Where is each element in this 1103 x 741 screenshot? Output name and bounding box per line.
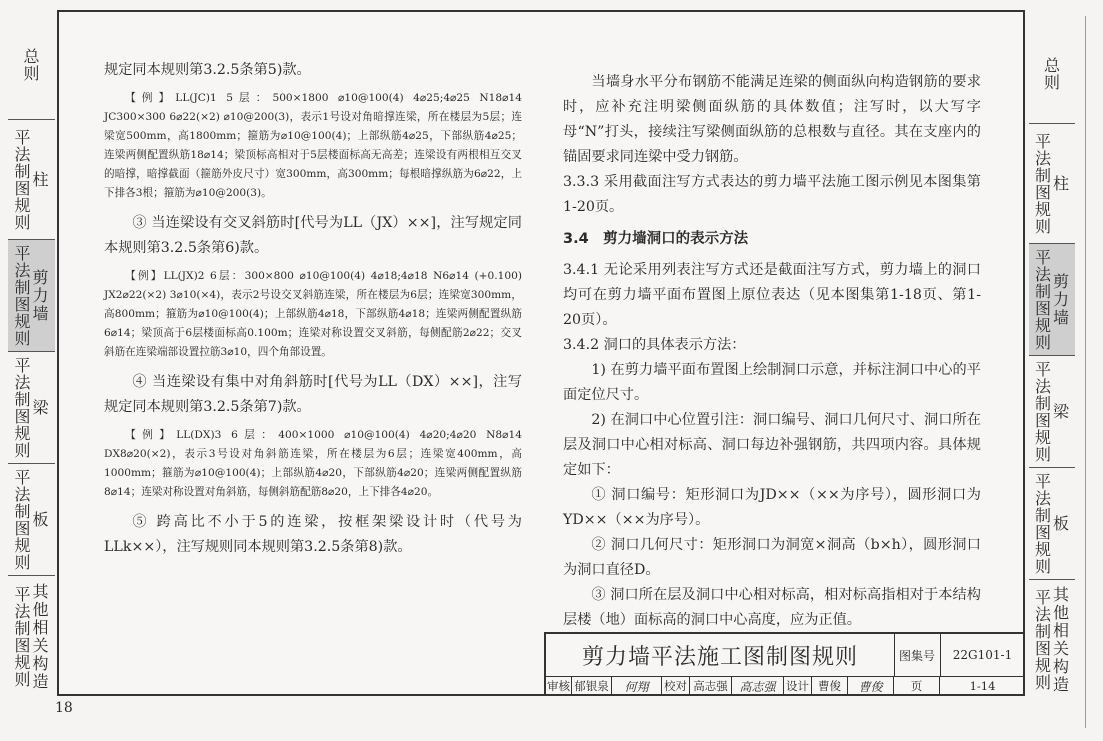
tab-chars: 平 法 制 图 规 则 <box>1034 131 1051 236</box>
right-para-2: 3.3.3 采用截面注写方式表达的剪力墙平法施工图示例见本图集第1-20页。 <box>563 174 981 215</box>
right-para-8: ② 洞口几何尺寸：矩形洞口为洞宽×洞高（b×h），圆形洞口为洞口直径D。 <box>563 537 981 578</box>
tab-chars: 平 法 制 图 规 则 <box>1034 247 1051 352</box>
check-label: 校对 <box>662 676 690 696</box>
reviewer-signature: 何翔 <box>612 676 662 696</box>
tab-label: 剪 力 墙 <box>1053 271 1070 327</box>
drawing-title: 剪力墙平法施工图制图规则 <box>546 634 895 677</box>
checker-signature: 高志强 <box>732 676 784 696</box>
tab-label: 板 <box>32 509 49 529</box>
example-2: 【例】LL(JX)2 6层：300×800 ⌀10@100(4) 4⌀18;4⌀18 N6⌀14 (+0.100) JX2⌀22(×2) 3⌀10(×4)，表示2号设交叉斜筋连梁，所在楼层为6层；连梁宽300mm，高800mm；箍筋为⌀10@100(4)；上部纵筋4⌀18，下部纵筋4⌀18；连梁两侧配置纵筋6⌀14；梁顶高于6层楼面标高0.100m；连梁对称设置交叉斜筋，每侧配筋2⌀22；交叉斜筋在连梁端部设置拉筋3⌀10，四个角部设置。 <box>104 270 522 358</box>
right-text-column <box>563 70 981 633</box>
tab-label: 板 <box>1053 513 1070 533</box>
designer-signature: 曹俊 <box>848 676 894 696</box>
tab-beam-right[interactable] <box>1029 356 1075 468</box>
tab-slab-right[interactable] <box>1029 468 1075 580</box>
tab-general[interactable] <box>8 10 55 120</box>
tab-chars: 平 法 制 图 规 则 <box>1034 588 1051 692</box>
tab-shear-wall-right[interactable] <box>1029 244 1075 356</box>
designer-name: 曹俊 <box>812 676 848 696</box>
tab-chars: 平 法 制 图 规 则 <box>14 467 31 572</box>
tab-chars: 平 法 制 图 规 则 <box>14 243 31 348</box>
title-block <box>544 632 1025 696</box>
right-para-1: 当墙身水平分布钢筋不能满足连梁的侧面纵向构造钢筋的要求时，应补充注明梁侧面纵筋的具体数值；注写时，以大写字母“N”打头，接续注写梁侧面纵筋的总根数与直径。其在支座内的锚固要求同连梁中受力钢筋。 <box>563 74 981 165</box>
right-para-9: ③ 洞口所在层及洞口中心相对标高，相对标高指相对于本结构层楼（地）面标高的洞口中心高度，应为正值。 <box>563 587 981 628</box>
tab-column-right[interactable] <box>1029 124 1075 244</box>
atlas-code: 22G101-1 <box>940 634 1025 677</box>
tab-chars: 总 则 <box>23 46 40 83</box>
right-para-5: 1) 在剪力墙平面布置图上绘制洞口示意，并标注洞口中心的平面定位尺寸。 <box>563 362 981 403</box>
signature-row <box>546 676 1025 696</box>
left-para-5: ⑤ 跨高比不小于5的连梁，按框架梁设计时（代号为LLk××），注写规则同本规则第3.2.5条第8)款。 <box>104 514 522 555</box>
design-label: 设计 <box>784 676 812 696</box>
left-text-column <box>104 58 522 560</box>
left-para-3: ③ 当连梁设有交叉斜筋时[代号为LL（JX）××]，注写规定同本规则第3.2.5条第6)款。 <box>104 215 522 256</box>
tab-chars: 平 法 制 图 规 则 <box>14 127 31 232</box>
tab-chars: 平 法 制 图 规 则 <box>1034 359 1051 464</box>
tab-general-right[interactable] <box>1029 24 1075 124</box>
right-para-7: ① 洞口编号：矩形洞口为JD××（××为序号），圆形洞口为YD××（××为序号）。 <box>563 487 981 528</box>
right-para-6: 2) 在洞口中心位置引注：洞口编号、洞口几何尺寸、洞口所在层及洞口中心相对标高、洞口每边补强钢筋，共四项内容。具体规定如下： <box>563 412 981 478</box>
tab-beam[interactable] <box>8 352 55 464</box>
page-number: 18 <box>55 700 73 716</box>
tab-shear-wall[interactable] <box>8 240 55 352</box>
tab-chars: 平 法 制 图 规 则 <box>14 585 31 689</box>
tab-column[interactable] <box>8 120 55 240</box>
checker-name: 高志强 <box>690 676 732 696</box>
tab-other[interactable] <box>8 576 55 698</box>
tab-chars: 平 法 制 图 规 则 <box>14 355 31 460</box>
example-3: 【例】LL(DX)3 6层：400×1000 ⌀10@100(4) 4⌀20;4⌀20 N8⌀14 DX8⌀20(×2)，表示3号设对角斜筋连梁，所在楼层为6层；连梁宽400mm，高1000mm；箍筋为⌀10@100(4)；上部纵筋4⌀20，下部纵筋4⌀20；连梁两侧配置纵筋8⌀14；连梁对称设置对角斜筋，每侧斜筋配筋8⌀20，上下排各4⌀20。 <box>104 429 522 498</box>
tab-label: 其 他 相 关 构 造 <box>1053 585 1070 694</box>
page-edge <box>1085 16 1086 728</box>
tab-chars: 平 法 制 图 规 则 <box>1034 471 1051 576</box>
page-code: 1-14 <box>969 679 996 693</box>
example-1: 【例】LL(JC)1 5层：500×1800 ⌀10@100(4) 4⌀25;4⌀25 N18⌀14 JC300×300 6⌀22(×2) ⌀10@200(3)，表示1号设对角暗撑连梁，所在楼层为5层；连梁宽500mm，高1800mm；箍筋为⌀10@100(4)；上部纵筋4⌀25，下部纵筋4⌀25；连梁两侧配置纵筋18⌀14；梁顶标高相对于5层楼面标高无高差；连梁设有两根相互交叉的暗撑，暗撑截面（箍筋外皮尺寸）宽300mm，高300mm；每根暗撑纵筋为6⌀22，上下排各3根；箍筋为⌀10@200(3)。 <box>104 92 522 199</box>
tab-label: 梁 <box>32 397 49 417</box>
tab-label: 梁 <box>1053 401 1070 421</box>
left-para-1: 规定同本规则第3.2.5条第5)款。 <box>104 62 311 78</box>
tab-other-right[interactable] <box>1029 580 1075 700</box>
right-para-4: 3.4.2 洞口的具体表示方法： <box>563 337 746 353</box>
atlas-label: 图集号 <box>894 634 941 677</box>
reviewer-name: 郁银泉 <box>572 676 612 696</box>
tab-label: 剪 力 墙 <box>32 267 49 323</box>
tab-slab[interactable] <box>8 464 55 576</box>
tab-chars: 总 则 <box>1043 55 1060 92</box>
tab-label: 柱 <box>1053 173 1070 193</box>
section-heading: 3.4 剪力墙洞口的表示方法 <box>563 231 749 247</box>
tab-label: 柱 <box>32 169 49 189</box>
right-para-3: 3.4.1 无论采用列表注写方式还是截面注写方式，剪力墙上的洞口均可在剪力墙平面布置图上原位表达（见本图集第1-18页、第1-20页）。 <box>563 262 981 328</box>
tab-label: 其 他 相 关 构 造 <box>32 582 49 691</box>
page-label: 页 <box>894 676 940 696</box>
review-label: 审核 <box>546 676 572 696</box>
left-para-4: ④ 当连梁设有集中对角斜筋时[代号为LL（DX）××]，注写规定同本规则第3.2.5条第7)款。 <box>104 374 522 415</box>
